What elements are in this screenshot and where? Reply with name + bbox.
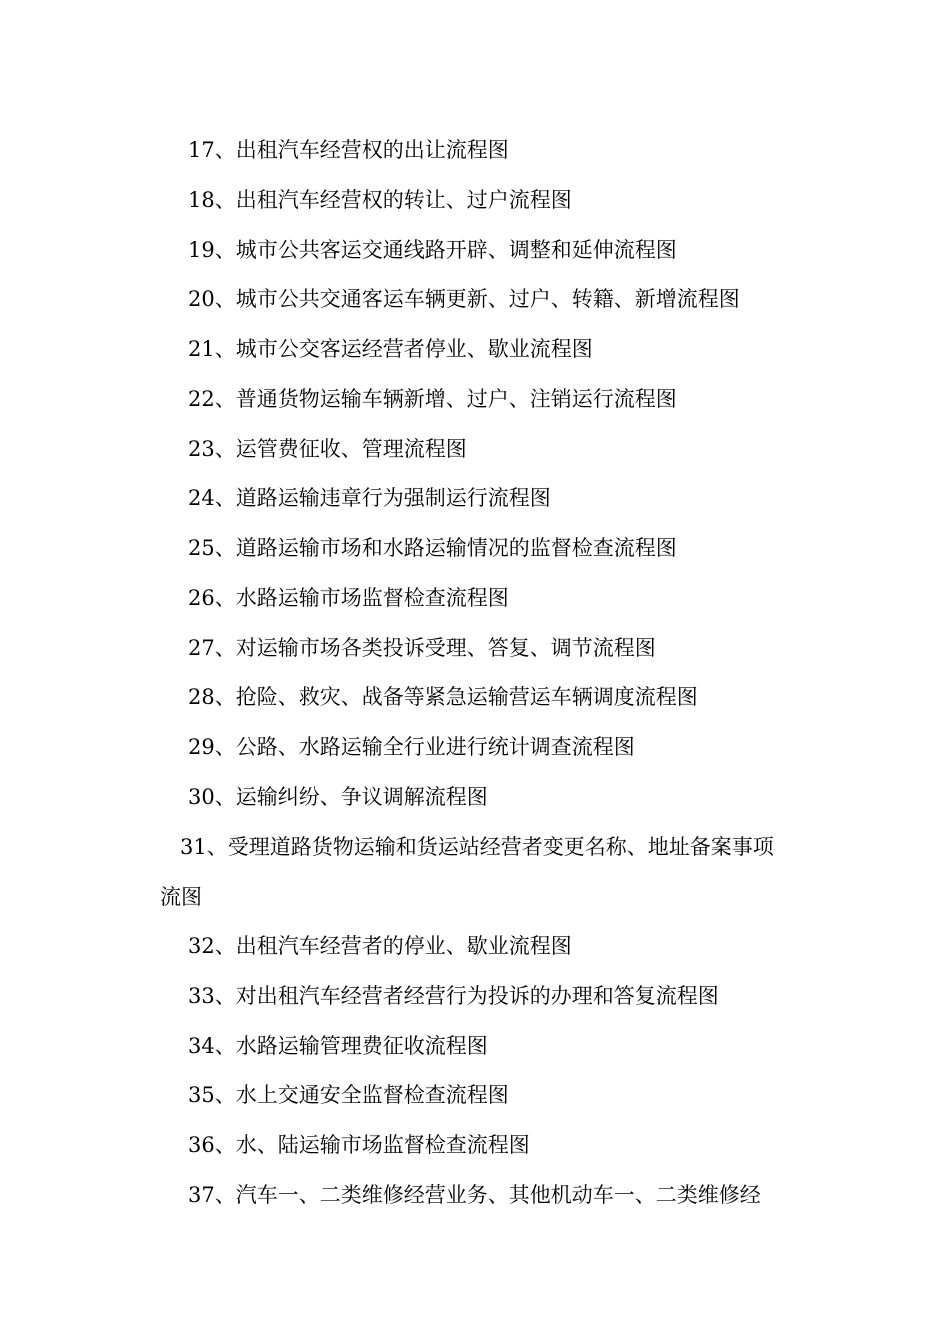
list-item-26: 26、水路运输市场监督检查流程图 (188, 586, 509, 610)
list-item-19: 19、城市公共客运交通线路开辟、调整和延伸流程图 (188, 238, 677, 262)
list-item-17: 17、出租汽车经营权的出让流程图 (188, 138, 509, 162)
list-item-22: 22、普通货物运输车辆新增、过户、注销运行流程图 (188, 387, 677, 411)
list-item-28: 28、抢险、救灾、战备等紧急运输营运车辆调度流程图 (188, 685, 698, 709)
list-item-34: 34、水路运输管理费征收流程图 (188, 1034, 488, 1058)
list-item-36: 36、水、陆运输市场监督检查流程图 (188, 1133, 530, 1157)
list-item-23: 23、运管费征收、管理流程图 (188, 437, 467, 461)
list-item-24: 24、道路运输违章行为强制运行流程图 (188, 486, 551, 510)
list-item-20: 20、城市公共交通客运车辆更新、过户、转籍、新增流程图 (188, 287, 740, 311)
list-item-21: 21、城市公交客运经营者停业、歇业流程图 (188, 337, 593, 361)
list-item-31-continuation: 流图 (160, 885, 202, 909)
list-item-31: 31、受理道路货物运输和货运站经营者变更名称、地址备案事项 (180, 835, 774, 859)
list-item-35: 35、水上交通安全监督检查流程图 (188, 1083, 509, 1107)
list-item-33: 33、对出租汽车经营者经营行为投诉的办理和答复流程图 (188, 984, 719, 1008)
list-item-30: 30、运输纠纷、争议调解流程图 (188, 785, 488, 809)
list-item-37: 37、汽车一、二类维修经营业务、其他机动车一、二类维修经 (188, 1183, 761, 1207)
list-item-25: 25、道路运输市场和水路运输情况的监督检查流程图 (188, 536, 677, 560)
list-item-18: 18、出租汽车经营权的转让、过户流程图 (188, 188, 572, 212)
list-item-29: 29、公路、水路运输全行业进行统计调查流程图 (188, 735, 635, 759)
list-item-27: 27、对运输市场各类投诉受理、答复、调节流程图 (188, 636, 656, 660)
list-item-32: 32、出租汽车经营者的停业、歇业流程图 (188, 934, 572, 958)
